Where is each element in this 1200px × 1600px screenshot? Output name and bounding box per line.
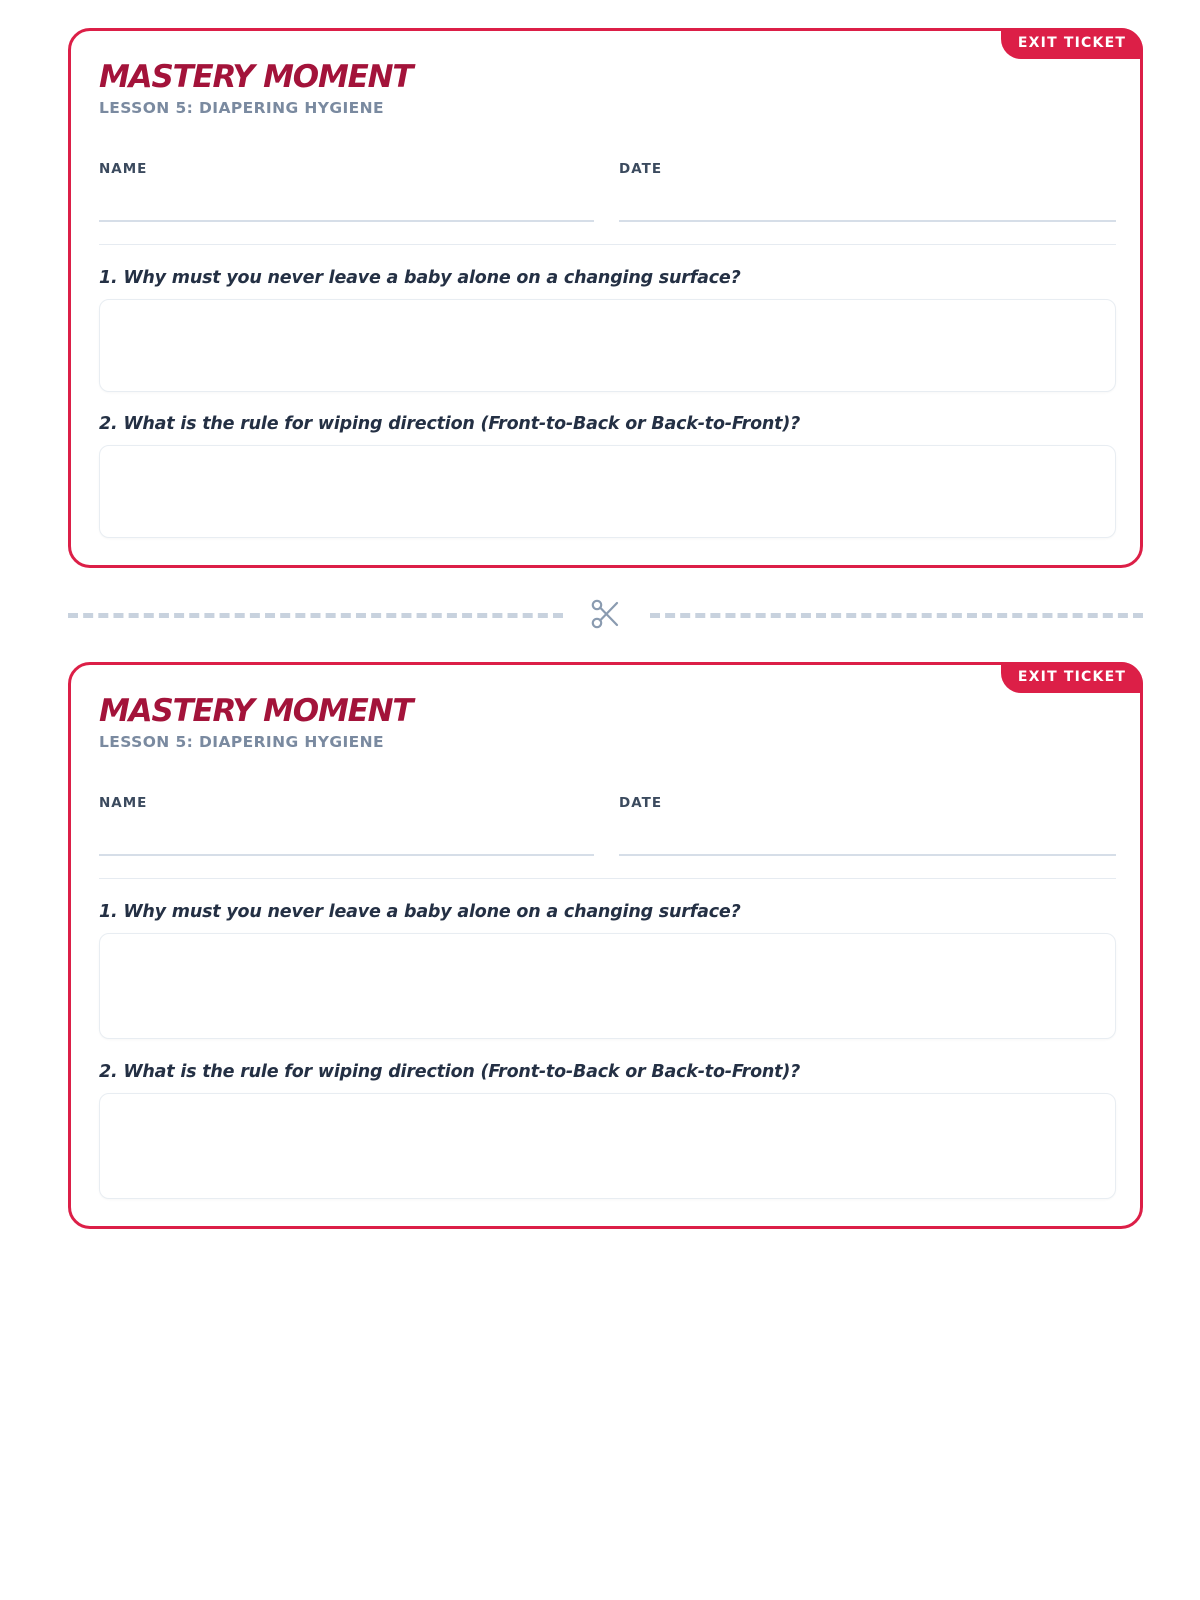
lesson-subtitle: LESSON 5: DIAPERING HYGIENE	[99, 99, 385, 117]
name-label: NAME	[99, 795, 148, 811]
divider	[99, 244, 1116, 245]
cut-line-left	[68, 613, 563, 618]
exit-ticket-card	[68, 662, 1143, 1229]
answer-box-2[interactable]	[99, 1093, 1116, 1199]
question-2: 2. What is the rule for wiping direction (Front-to-Back or Back-to-Front)?	[99, 414, 801, 434]
ticket-title: MASTERY MOMENT	[99, 59, 413, 95]
name-label: NAME	[99, 161, 148, 177]
question-1: 1. Why must you never leave a baby alone on a changing surface?	[99, 268, 741, 288]
name-field[interactable]	[99, 854, 594, 856]
ticket-title: MASTERY MOMENT	[99, 693, 413, 729]
scissors-icon	[589, 598, 621, 630]
exit-ticket-card	[68, 28, 1143, 568]
date-field[interactable]	[619, 854, 1116, 856]
answer-box-1[interactable]	[99, 933, 1116, 1039]
divider	[99, 878, 1116, 879]
lesson-subtitle: LESSON 5: DIAPERING HYGIENE	[99, 733, 385, 751]
answer-box-2[interactable]	[99, 445, 1116, 538]
question-2: 2. What is the rule for wiping direction (Front-to-Back or Back-to-Front)?	[99, 1062, 801, 1082]
cut-line-right	[650, 613, 1143, 618]
date-label: DATE	[619, 161, 663, 177]
question-1: 1. Why must you never leave a baby alone on a changing surface?	[99, 902, 741, 922]
name-field[interactable]	[99, 220, 594, 222]
answer-box-1[interactable]	[99, 299, 1116, 392]
date-field[interactable]	[619, 220, 1116, 222]
date-label: DATE	[619, 795, 663, 811]
exit-ticket-badge: EXIT TICKET	[1001, 28, 1143, 59]
exit-ticket-badge: EXIT TICKET	[1001, 662, 1143, 693]
